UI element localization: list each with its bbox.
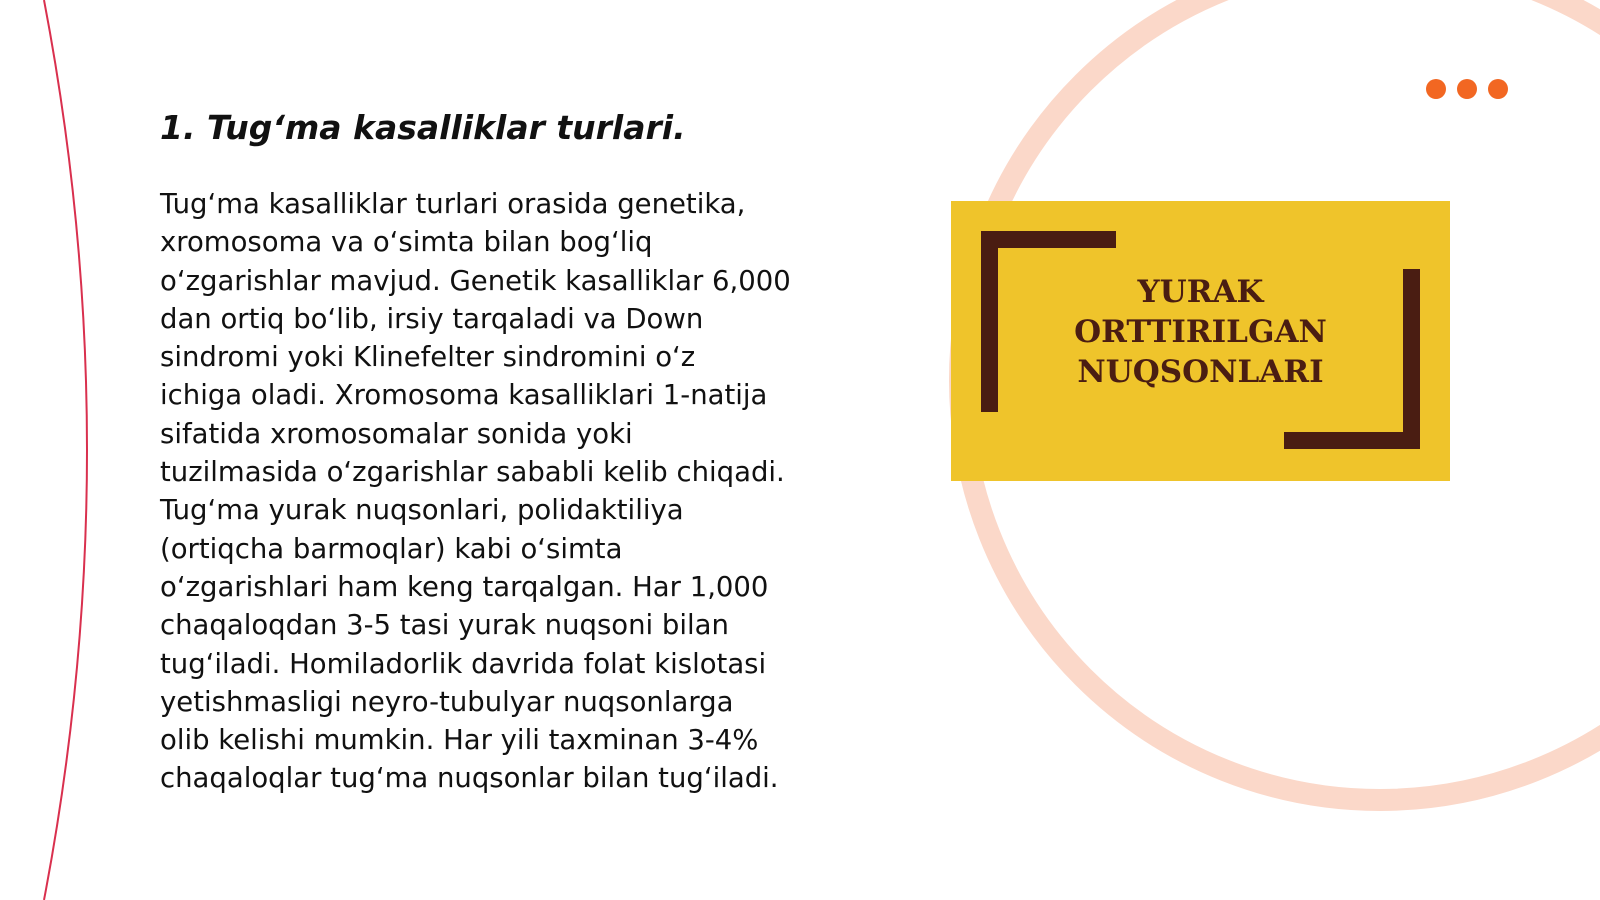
body-line: (ortiqcha barmoqlar) kabi o‘simta bbox=[160, 532, 623, 565]
left-arc-decoration bbox=[44, 0, 87, 900]
title-card bbox=[951, 201, 1450, 481]
body-line: sifatida xromosomalar sonida yoki bbox=[160, 417, 633, 450]
body-line: Tug‘ma kasalliklar turlari orasida genetika, bbox=[160, 188, 746, 220]
dot-icon bbox=[1457, 79, 1477, 99]
dot-icon bbox=[1426, 79, 1446, 99]
body-line: dan ortiq bo‘lib, irsiy tarqaladi va Down bbox=[160, 302, 704, 335]
dot-icon bbox=[1488, 79, 1508, 99]
body-line: yetishmasligi neyro-tubulyar nuqsonlarga bbox=[160, 685, 734, 718]
card-title-line: YURAK bbox=[1137, 274, 1264, 310]
body-line: ichiga oladi. Xromosoma kasalliklari 1-natija bbox=[160, 379, 768, 412]
body-line: chaqaloqdan 3-5 tasi yurak nuqsoni bilan bbox=[160, 609, 729, 642]
body-line: sindromi yoki Klinefelter sindromini o‘z bbox=[160, 341, 696, 374]
body-line: tug‘iladi. Homiladorlik davrida folat kislotasi bbox=[160, 647, 767, 680]
body-line: o‘zgarishlar mavjud. Genetik kasalliklar 6,000 bbox=[160, 264, 791, 297]
body-line: chaqaloqlar tug‘ma nuqsonlar bilan tug‘iladi. bbox=[160, 762, 779, 795]
card-title-line: ORTTIRILGAN bbox=[1074, 314, 1327, 350]
body-paragraph bbox=[160, 185, 860, 798]
corner-bracket-bottom-right bbox=[1403, 269, 1420, 449]
body-line: tuzilmasida o‘zgarishlar sababli kelib chiqadi. bbox=[160, 456, 785, 489]
corner-bracket-bottom-right bbox=[1284, 432, 1420, 449]
more-dots-icon bbox=[1426, 79, 1508, 99]
corner-bracket-top-left bbox=[981, 231, 998, 412]
body-line: Tug‘ma yurak nuqsonlari, polidaktiliya bbox=[160, 494, 684, 527]
card-title-line: NUQSONLARI bbox=[1077, 354, 1324, 390]
slide-heading: 1. Tug‘ma kasalliklar turlari. bbox=[160, 108, 686, 147]
body-line: o‘zgarishlari ham keng tarqalgan. Har 1,000 bbox=[160, 570, 769, 603]
card-title bbox=[1011, 272, 1390, 392]
body-line: olib kelishi mumkin. Har yili taxminan 3-4% bbox=[160, 724, 759, 757]
corner-bracket-top-left bbox=[981, 231, 1116, 248]
body-line: xromosoma va o‘simta bilan bog‘liq bbox=[160, 226, 653, 259]
